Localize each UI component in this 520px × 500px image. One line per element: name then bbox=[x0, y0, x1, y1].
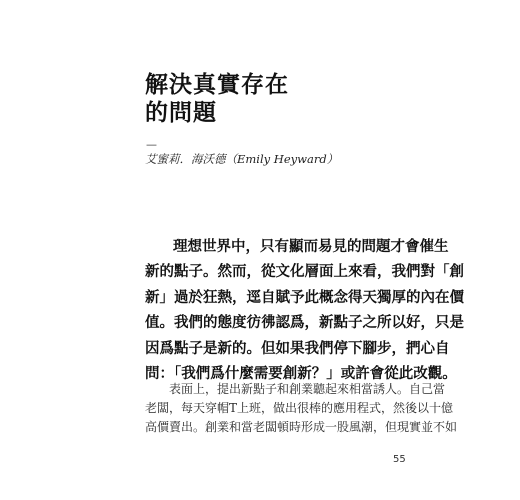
lead-paragraph-line: 新」過於狂熱，逕自賦予此概念得天獨厚的內在價 bbox=[145, 289, 464, 306]
chapter-title-line-2: 的問題 bbox=[145, 100, 217, 126]
lead-paragraph-line: 值。我們的態度彷彿認爲，新點子之所以好，只是 bbox=[145, 314, 464, 331]
body-paragraph-line: 老闆，每天穿帽T上班，做出很棒的應用程式，然後以十億 bbox=[145, 401, 454, 415]
lead-paragraph-line: 因爲點子是新的。但如果我們停下腳步，捫心自 bbox=[145, 340, 450, 357]
title-separator-dash: — bbox=[146, 138, 157, 151]
page-number: 55 bbox=[393, 454, 406, 465]
lead-paragraph-line: 問：「我們爲什麼需要創新？」或許會從此改觀。 bbox=[145, 365, 457, 382]
body-paragraph-line: 高價賣出。創業和當老闆頓時形成一股風潮，但現實並不如 bbox=[145, 420, 458, 434]
body-paragraph-line: 表面上，提出新點子和創業聽起來相當誘人。自己當 bbox=[169, 382, 446, 396]
lead-paragraph-line: 理想世界中，只有顯而易見的問題才會催生 bbox=[173, 238, 449, 255]
chapter-title-line-1: 解決真實存在 bbox=[145, 72, 289, 98]
chapter-author: 艾蜜莉．海沃德（Emily Heyward） bbox=[145, 152, 339, 166]
lead-paragraph-line: 新的點子。然而，從文化層面上來看，我們對「創 bbox=[145, 263, 464, 280]
